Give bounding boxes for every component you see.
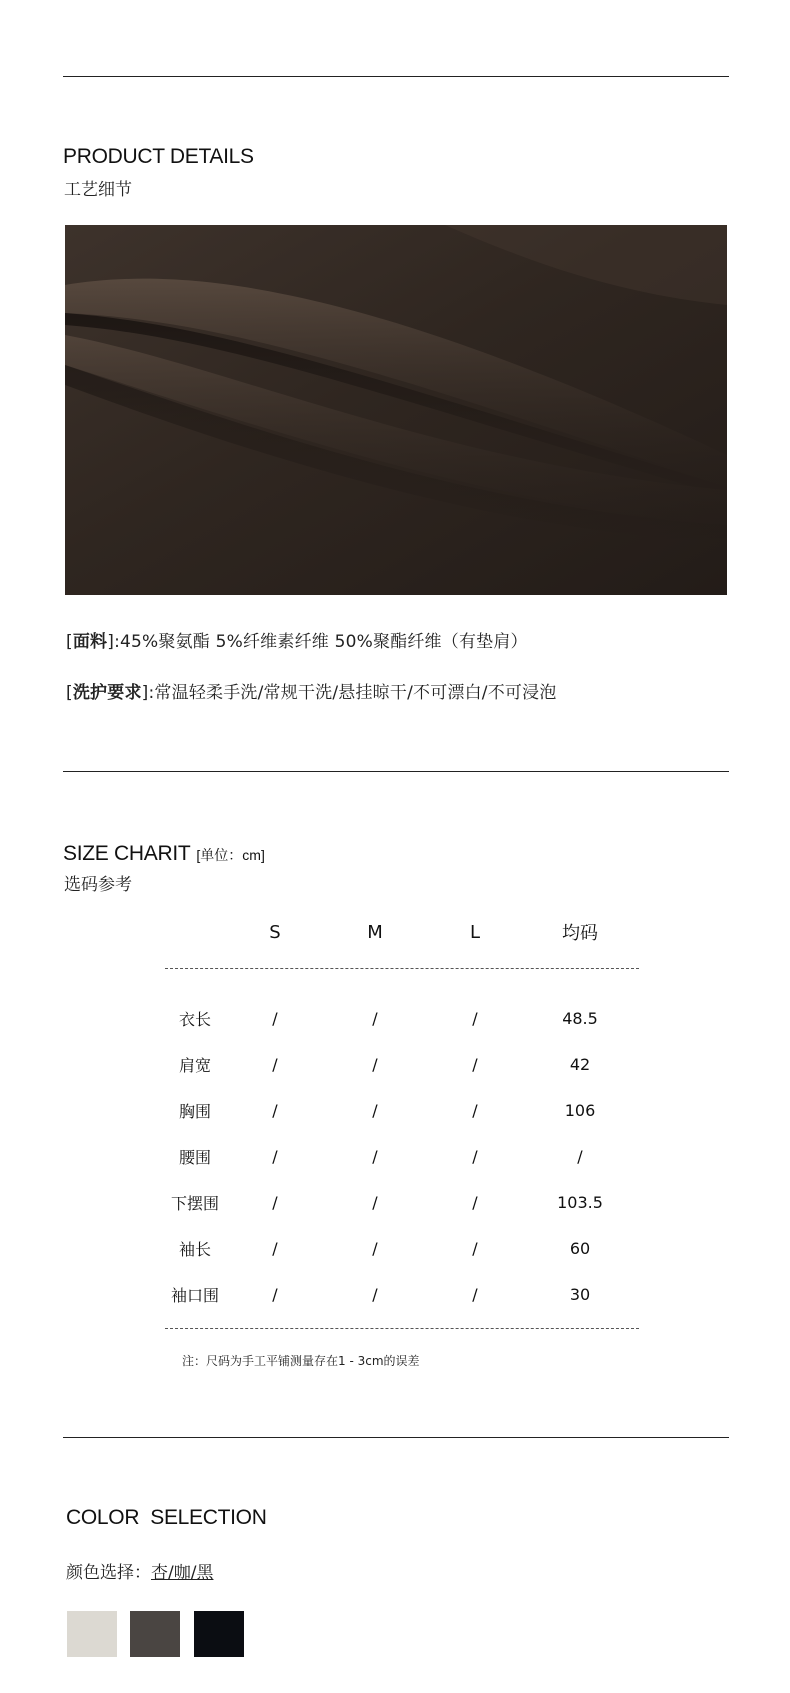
size-header-row [165,915,635,949]
row-label: 衣长 [178,1009,211,1029]
table-cell: / [272,1146,278,1166]
table-cell: / [472,1054,478,1074]
table-row [165,1087,635,1133]
table-cell: / [372,1100,378,1120]
size-title-cn: 选码参考 [64,875,132,895]
table-cell: 42 [569,1054,591,1074]
table-row [165,1133,635,1179]
header-cell [165,915,225,949]
table-cell: / [472,1100,478,1120]
row-label: 下摆围 [170,1193,219,1213]
table-cell: / [372,1054,378,1074]
row-label: 肩宽 [178,1055,211,1075]
table-cell: / [577,1146,583,1166]
divider-top [63,76,729,77]
table-cell: / [472,1008,478,1028]
measurement-note: 注：尺码为手工平铺测量存在1 - 3cm的误差 [182,1354,420,1368]
details-title-en: PRODUCT DETAILS [63,145,254,168]
fabric-composition: [面料]:45%聚氨酯 5%纤维素纤维 50%聚酯纤维（有垫肩） [66,632,528,652]
care-value: 常温轻柔手洗/常规干洗/悬挂晾干/不可漂白/不可浸泡 [154,683,557,703]
row-label: 胸围 [178,1101,211,1121]
row-label: 袖长 [178,1239,211,1259]
divider-size [63,771,729,772]
size-table [165,915,635,1317]
table-row [165,995,635,1041]
color-label: 颜色选择： [66,1563,151,1583]
swatch-black[interactable] [194,1611,244,1657]
table-cell: / [472,1284,478,1304]
table-cell: / [372,1192,378,1212]
table-dashed-divider-top [165,968,639,969]
size-title-en [63,842,265,866]
table-cell: / [372,1146,378,1166]
color-title-en: COLOR SELECTION [66,1506,267,1529]
row-label: 腰围 [178,1147,211,1167]
swatch-coffee[interactable] [130,1611,180,1657]
table-cell: / [272,1008,278,1028]
divider-color [63,1437,729,1438]
care-instructions: [洗护要求]:常温轻柔手洗/常规干洗/悬挂晾干/不可漂白/不可浸泡 [66,683,557,703]
color-options[interactable]: 杏/咖/黑 [151,1563,214,1583]
table-cell: 103.5 [557,1192,603,1212]
table-cell: / [372,1238,378,1258]
header-cell-free: 均码 [562,923,598,944]
table-cell: / [272,1284,278,1304]
table-cell: / [372,1008,378,1028]
header-cell-m: M [367,921,383,943]
header-cell-s: S [269,921,281,943]
table-cell: / [472,1238,478,1258]
table-cell: 30 [569,1284,591,1304]
fabric-label: 面料 [72,632,108,652]
table-cell: / [472,1146,478,1166]
table-cell: 48.5 [562,1008,598,1028]
header-cell-l: L [469,921,481,943]
table-cell: 106 [564,1100,596,1120]
table-row [165,1041,635,1087]
table-cell: / [272,1238,278,1258]
size-unit: [单位：cm] [196,847,265,863]
swatch-apricot[interactable] [67,1611,117,1657]
care-label: 洗护要求 [72,683,142,703]
leather-fabric-image [65,225,727,595]
size-title-text: SIZE CHARIT [63,842,191,865]
details-title-cn: 工艺细节 [64,180,132,200]
table-cell: / [272,1100,278,1120]
fabric-value: 45%聚氨酯 5%纤维素纤维 50%聚酯纤维（有垫肩） [120,632,528,652]
table-cell: / [272,1054,278,1074]
table-dashed-divider-bottom [165,1328,639,1329]
table-cell: / [272,1192,278,1212]
table-row [165,1225,635,1271]
table-row [165,1179,635,1225]
row-label: 袖口围 [170,1285,219,1305]
table-row [165,1271,635,1317]
color-selection-line [66,1558,213,1583]
table-cell: 60 [569,1238,591,1258]
table-cell: / [372,1284,378,1304]
table-cell: / [472,1192,478,1212]
